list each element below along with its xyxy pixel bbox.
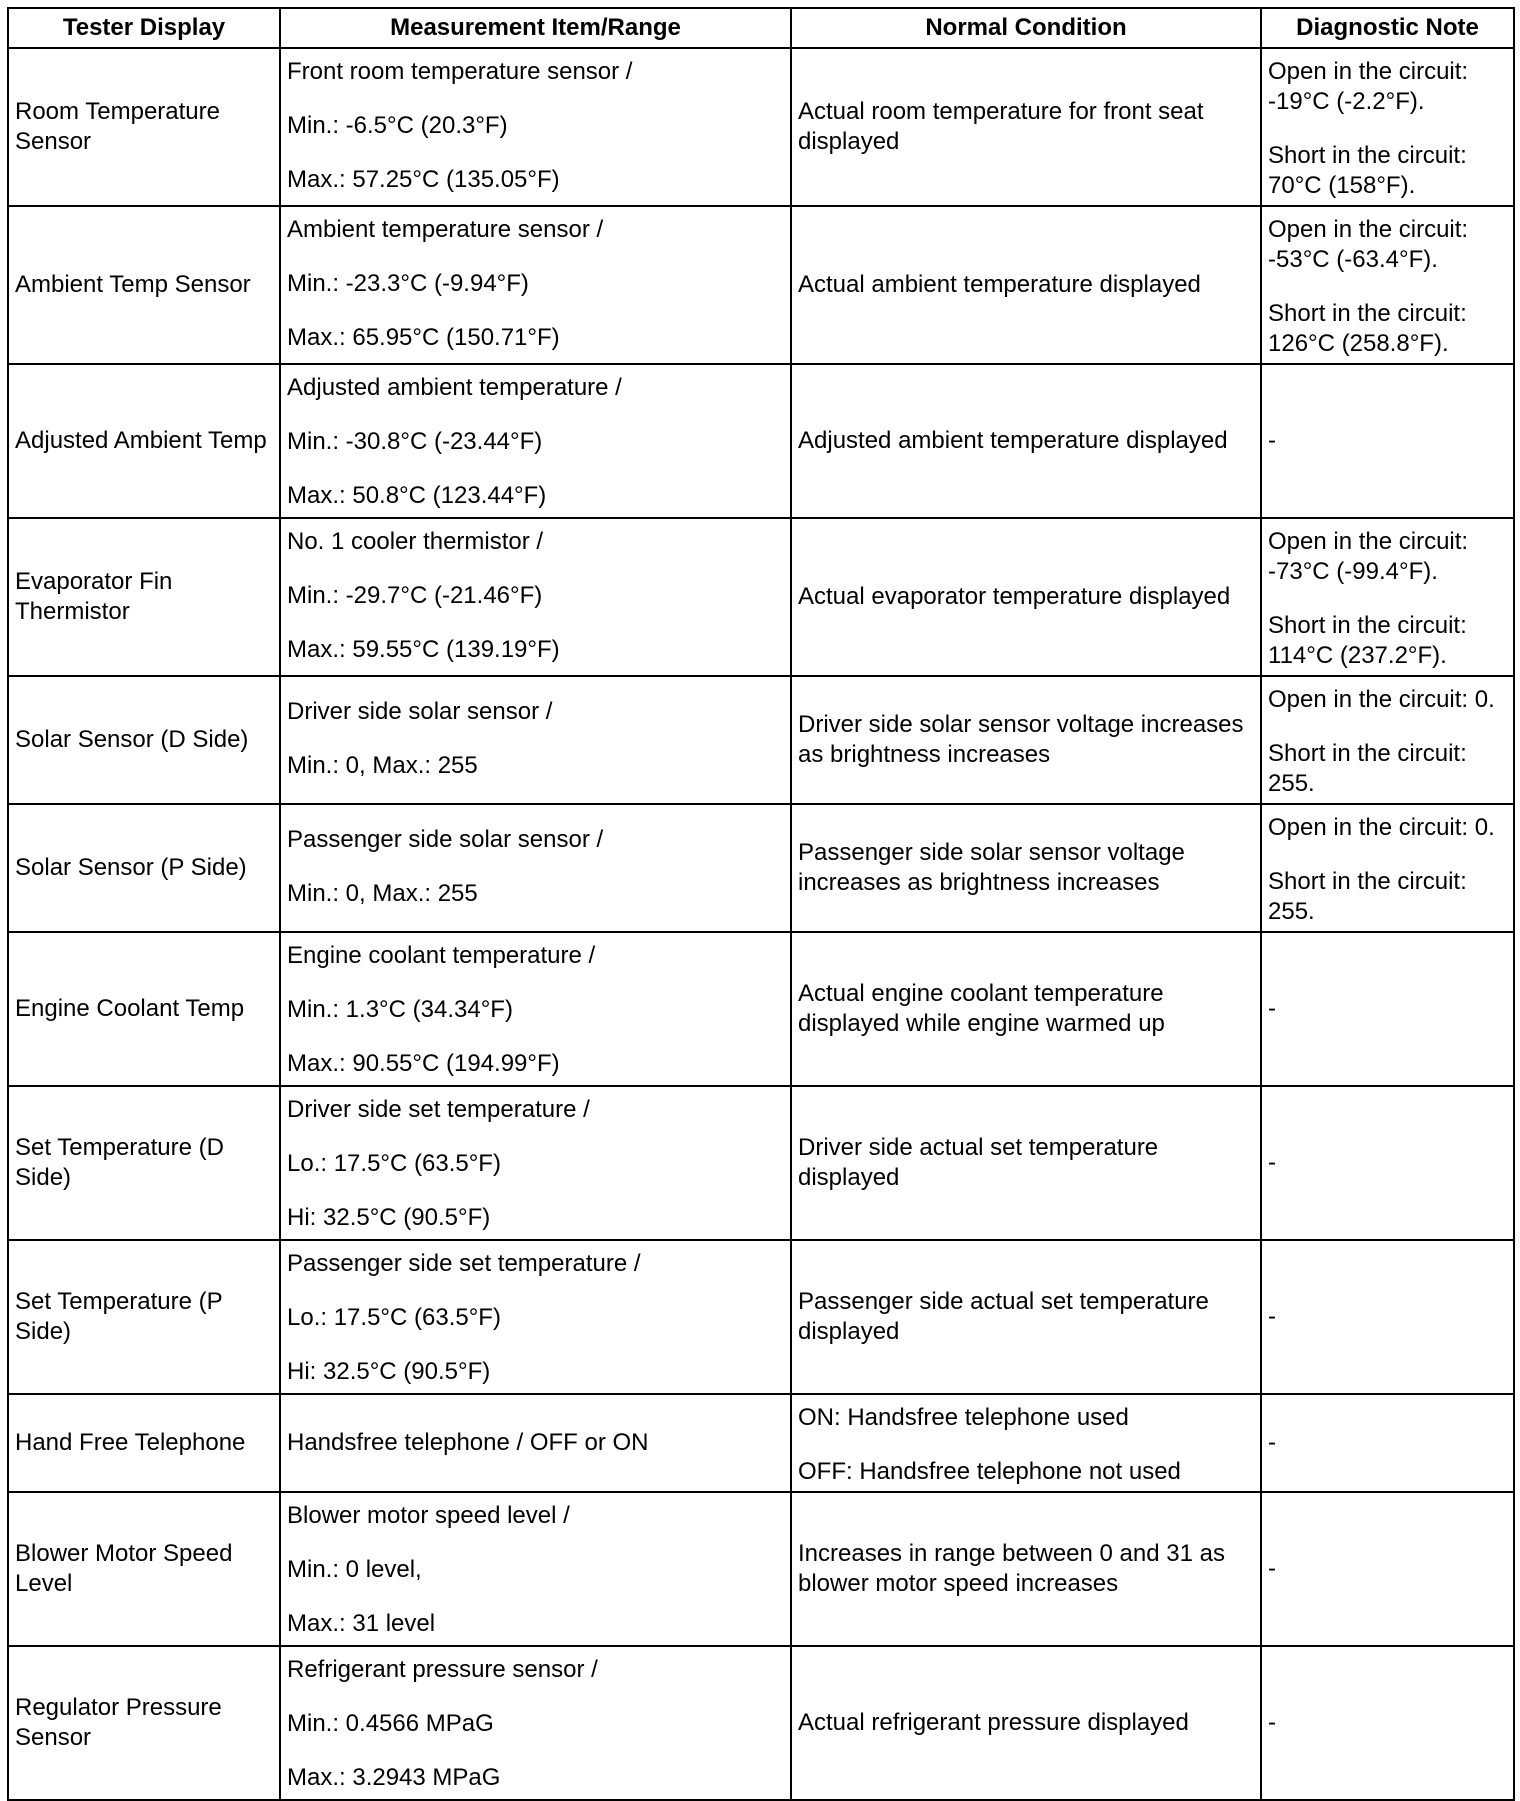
note-line: Open in the circuit: -73°C (-99.4°F).: [1268, 528, 1469, 585]
cell-measurement-range: [280, 518, 791, 676]
range-line: Min.: -6.5°C (20.3°F): [287, 112, 508, 139]
cell-diagnostic-note: [1261, 804, 1514, 932]
note-line: Open in the circuit: -19°C (-2.2°F).: [1268, 58, 1469, 115]
condition-line: ON: Handsfree telephone used: [798, 1404, 1129, 1431]
range-line: Engine coolant temperature /: [287, 942, 596, 969]
cell-measurement-range: Handsfree telephone / OFF or ON: [280, 1394, 791, 1492]
cell-measurement-range: [280, 932, 791, 1086]
cell-diagnostic-note: -: [1261, 1240, 1514, 1394]
cell-tester-display: Set Temperature (D Side): [8, 1086, 280, 1240]
table-row: [8, 1240, 1514, 1394]
cell-normal-condition: Passenger side actual set temperature displayed: [791, 1240, 1261, 1394]
range-line: Ambient temperature sensor /: [287, 216, 604, 243]
cell-tester-display: Set Temperature (P Side): [8, 1240, 280, 1394]
header-measurement-range: Measurement Item/Range: [280, 8, 791, 48]
cell-diagnostic-note: -: [1261, 1492, 1514, 1646]
cell-measurement-range: [280, 1492, 791, 1646]
note-line: Open in the circuit: -53°C (-63.4°F).: [1268, 216, 1469, 273]
header-normal-condition: Normal Condition: [791, 8, 1261, 48]
cell-normal-condition: [791, 1394, 1261, 1492]
cell-tester-display: Regulator Pressure Sensor: [8, 1646, 280, 1800]
range-line: Max.: 31 level: [287, 1610, 436, 1637]
table-row: [8, 1646, 1514, 1800]
note-line: Short in the circuit: 255.: [1268, 868, 1467, 925]
condition-line: OFF: Handsfree telephone not used: [798, 1458, 1181, 1485]
range-line: Min.: -23.3°C (-9.94°F): [287, 270, 529, 297]
range-line: Hi: 32.5°C (90.5°F): [287, 1358, 491, 1385]
note-line: Short in the circuit: 255.: [1268, 740, 1467, 797]
table-header-row: [8, 8, 1514, 48]
range-line: Front room temperature sensor /: [287, 58, 633, 85]
cell-normal-condition: Actual refrigerant pressure displayed: [791, 1646, 1261, 1800]
cell-diagnostic-note: -: [1261, 1394, 1514, 1492]
cell-diagnostic-note: -: [1261, 364, 1514, 518]
range-line: Refrigerant pressure sensor /: [287, 1656, 598, 1683]
header-tester-display: Tester Display: [8, 8, 280, 48]
cell-tester-display: Evaporator Fin Thermistor: [8, 518, 280, 676]
cell-normal-condition: Driver side solar sensor voltage increases as brightness increases: [791, 676, 1261, 804]
range-line: Passenger side set temperature /: [287, 1250, 641, 1277]
range-line: Min.: 0.4566 MPaG: [287, 1710, 494, 1737]
table-row: [8, 48, 1514, 206]
range-line: Min.: 0, Max.: 255: [287, 880, 478, 907]
header-diagnostic-note: Diagnostic Note: [1261, 8, 1514, 48]
data-list-table: [7, 7, 1515, 1801]
cell-measurement-range: [280, 48, 791, 206]
table-row: [8, 206, 1514, 364]
range-line: Driver side solar sensor /: [287, 698, 553, 725]
cell-diagnostic-note: -: [1261, 1086, 1514, 1240]
range-line: Driver side set temperature /: [287, 1096, 590, 1123]
cell-tester-display: Hand Free Telephone: [8, 1394, 280, 1492]
note-line: Open in the circuit: 0.: [1268, 814, 1495, 841]
cell-normal-condition: Actual room temperature for front seat displayed: [791, 48, 1261, 206]
cell-normal-condition: Adjusted ambient temperature displayed: [791, 364, 1261, 518]
range-line: Max.: 65.95°C (150.71°F): [287, 324, 560, 351]
cell-tester-display: Blower Motor Speed Level: [8, 1492, 280, 1646]
range-line: Min.: 0 level,: [287, 1556, 422, 1583]
cell-measurement-range: [280, 1646, 791, 1800]
note-line: Open in the circuit: 0.: [1268, 686, 1495, 713]
cell-diagnostic-note: [1261, 206, 1514, 364]
cell-diagnostic-note: [1261, 518, 1514, 676]
note-line: Short in the circuit: 70°C (158°F).: [1268, 142, 1467, 199]
cell-normal-condition: Actual evaporator temperature displayed: [791, 518, 1261, 676]
table-row: [8, 1492, 1514, 1646]
range-line: Max.: 57.25°C (135.05°F): [287, 166, 560, 193]
cell-diagnostic-note: [1261, 676, 1514, 804]
cell-tester-display: Solar Sensor (P Side): [8, 804, 280, 932]
cell-normal-condition: Driver side actual set temperature displayed: [791, 1086, 1261, 1240]
cell-measurement-range: [280, 676, 791, 804]
range-line: Passenger side solar sensor /: [287, 826, 604, 853]
cell-diagnostic-note: -: [1261, 932, 1514, 1086]
cell-measurement-range: [280, 804, 791, 932]
table-row: [8, 804, 1514, 932]
cell-normal-condition: Actual ambient temperature displayed: [791, 206, 1261, 364]
range-line: No. 1 cooler thermistor /: [287, 528, 544, 555]
range-line: Min.: 0, Max.: 255: [287, 752, 478, 779]
table-row: [8, 518, 1514, 676]
range-line: Min.: -30.8°C (-23.44°F): [287, 428, 543, 455]
table-row: [8, 1394, 1514, 1492]
cell-tester-display: Room Temperature Sensor: [8, 48, 280, 206]
range-line: Max.: 59.55°C (139.19°F): [287, 636, 560, 663]
cell-measurement-range: [280, 364, 791, 518]
table-row: [8, 676, 1514, 804]
cell-tester-display: Adjusted Ambient Temp: [8, 364, 280, 518]
table-row: [8, 932, 1514, 1086]
range-line: Lo.: 17.5°C (63.5°F): [287, 1150, 501, 1177]
range-line: Max.: 50.8°C (123.44°F): [287, 482, 547, 509]
range-line: Hi: 32.5°C (90.5°F): [287, 1204, 491, 1231]
cell-diagnostic-note: [1261, 48, 1514, 206]
note-line: Short in the circuit: 126°C (258.8°F).: [1268, 300, 1467, 357]
range-line: Max.: 90.55°C (194.99°F): [287, 1050, 560, 1077]
cell-tester-display: Engine Coolant Temp: [8, 932, 280, 1086]
range-line: Min.: 1.3°C (34.34°F): [287, 996, 513, 1023]
cell-normal-condition: Increases in range between 0 and 31 as blower motor speed increases: [791, 1492, 1261, 1646]
table-row: [8, 1086, 1514, 1240]
range-line: Lo.: 17.5°C (63.5°F): [287, 1304, 501, 1331]
range-line: Max.: 3.2943 MPaG: [287, 1764, 501, 1791]
cell-normal-condition: Actual engine coolant temperature displayed while engine warmed up: [791, 932, 1261, 1086]
cell-tester-display: Ambient Temp Sensor: [8, 206, 280, 364]
cell-measurement-range: [280, 206, 791, 364]
cell-tester-display: Solar Sensor (D Side): [8, 676, 280, 804]
note-line: Short in the circuit: 114°C (237.2°F).: [1268, 612, 1467, 669]
range-line: Min.: -29.7°C (-21.46°F): [287, 582, 543, 609]
cell-normal-condition: Passenger side solar sensor voltage increases as brightness increases: [791, 804, 1261, 932]
range-line: Adjusted ambient temperature /: [287, 374, 622, 401]
range-line: Blower motor speed level /: [287, 1502, 570, 1529]
table-row: [8, 364, 1514, 518]
cell-measurement-range: [280, 1086, 791, 1240]
cell-diagnostic-note: -: [1261, 1646, 1514, 1800]
cell-measurement-range: [280, 1240, 791, 1394]
